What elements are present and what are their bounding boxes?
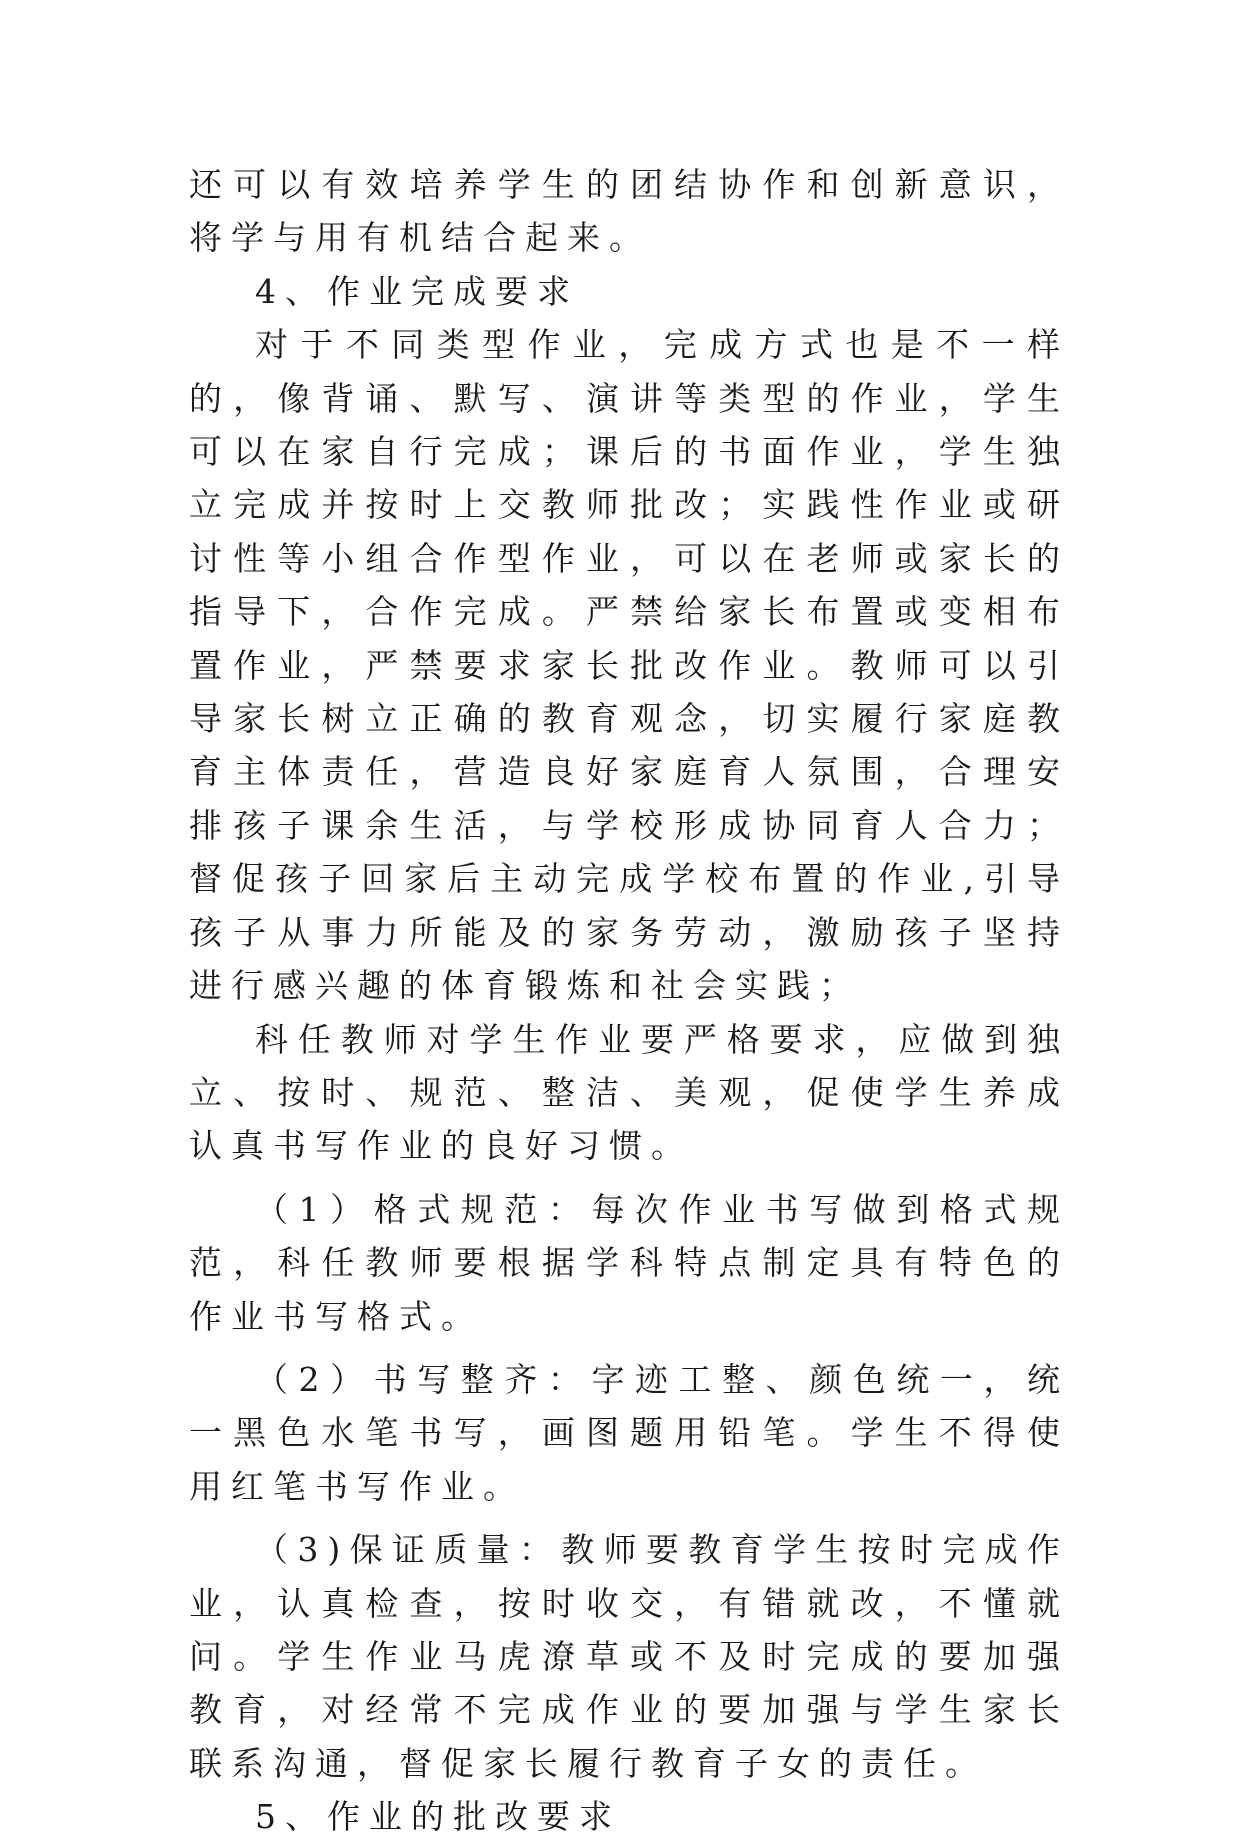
paragraph-quality-assurance: （3)保证质量：教师要教育学生按时完成作业，认真检查，按时收交，有错就改，不懂就问。学生作业马虎潦草或不及时完成的要加强教育，对经常不完成作业的要加强与学生家长联系沟通，督促家长履行教育子女的责任。 [189,1530,1069,1783]
paragraph-format-standard: （1）格式规范：每次作业书写做到格式规范，科任教师要根据学科特点制定具有特色的作业书写格式。 [189,1189,1069,1336]
paragraph-teacher-requirements: 科任教师对学生作业要严格要求，应做到独立、按时、规范、整洁、美观，促使学生养成认真书写作业的良好习惯。 [189,1019,1069,1166]
section-heading-4: 4、作业完成要求 [255,271,579,311]
paragraph-continuation: 还可以有效培养学生的团结协作和创新意识，将学与用有机结合起来。 [189,165,1069,258]
paragraph-neat-writing: （2）书写整齐：字迹工整、颜色统一，统一黑色水笔书写，画图题用铅笔。学生不得使用红笔书写作业。 [189,1359,1069,1506]
paragraph-completion-methods: 对于不同类型作业，完成方式也是不一样的，像背诵、默写、演讲等类型的作业，学生可以在家自行完成；课后的书面作业，学生独立完成并按时上交教师批改；实践性作业或研讨性等小组合作型作业，可以在老师或家长的指导下，合作完成。严禁给家长布置或变相布置作业，严禁要求家长批改作业。教师可以引导家长树立正确的教育观念，切实履行家庭教育主体责任，营造良好家庭育人氛围，合理安排孩子课余生活，与学校形成协同育人合力；督促孩子回家后主动完成学校布置的作业,引导孩子从事力所能及的家务劳动，激励孩子坚持进行感兴趣的体育锻炼和社会实践； [189,325,1069,1006]
section-heading-5: 5、作业的批改要求 [255,1797,621,1837]
document-body [189,158,1069,1844]
